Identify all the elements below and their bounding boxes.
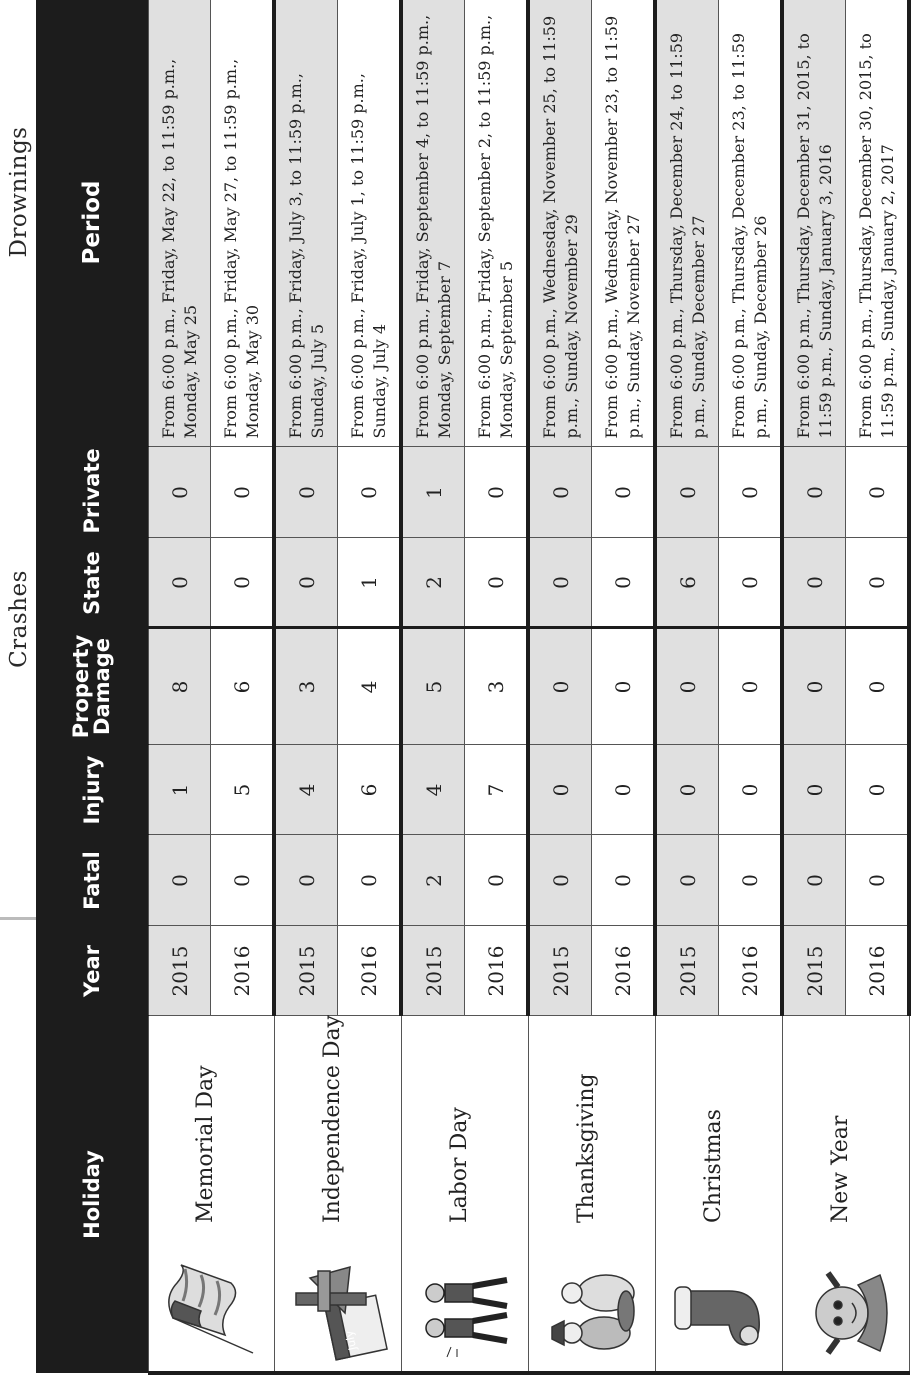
state-cell: 0 xyxy=(465,538,529,628)
private-cell: 0 xyxy=(149,447,211,538)
holiday-cell xyxy=(782,1016,909,1373)
year-column-header: Year xyxy=(36,926,149,1016)
calendar-month-label: July xyxy=(342,1329,359,1352)
fatal-cell: 0 xyxy=(528,835,592,926)
private-column-header: Private xyxy=(36,447,149,538)
table-row xyxy=(655,0,719,1373)
period-cell: From 6:00 p.m., Friday, September 4, to 11:59 p.m., Monday, September 7 xyxy=(401,0,465,447)
private-cell: 0 xyxy=(465,447,529,538)
period-cell: From 6:00 p.m., Thursday, December 23, to 11:59 p.m., Sunday, December 26 xyxy=(719,0,783,447)
year-cell: 2015 xyxy=(274,926,338,1016)
period-cell: From 6:00 p.m., Wednesday, November 23, to 11:59 p.m., Sunday, November 27 xyxy=(592,0,656,447)
injury-cell: 0 xyxy=(592,745,656,835)
holiday-name: Memorial Day xyxy=(193,1065,219,1223)
fatal-cell: 2 xyxy=(401,835,465,926)
pilgrims-icon xyxy=(544,1263,642,1363)
injury-cell: 0 xyxy=(846,745,910,835)
injury-cell: 6 xyxy=(338,745,402,835)
year-cell: 2015 xyxy=(528,926,592,1016)
private-cell: 0 xyxy=(338,447,402,538)
table-row xyxy=(401,0,465,1373)
holiday-cell xyxy=(655,1016,782,1373)
period-cell: From 6:00 p.m., Thursday, December 24, to 11:59 p.m., Sunday, December 27 xyxy=(655,0,719,447)
fatal-cell: 0 xyxy=(782,835,846,926)
property-damage-cell: 3 xyxy=(465,628,529,745)
fatal-column-header: Fatal xyxy=(36,835,149,926)
injury-cell: 0 xyxy=(782,745,846,835)
injury-cell: 0 xyxy=(655,745,719,835)
year-cell: 2016 xyxy=(846,926,910,1016)
injury-cell: 4 xyxy=(401,745,465,835)
property-damage-cell: 8 xyxy=(149,628,211,745)
private-cell: 1 xyxy=(401,447,465,538)
state-cell: 0 xyxy=(274,538,338,628)
state-cell: 0 xyxy=(846,538,910,628)
private-cell: 0 xyxy=(655,447,719,538)
injury-column-header: Injury xyxy=(36,745,149,835)
private-cell: 0 xyxy=(592,447,656,538)
injury-cell: 1 xyxy=(149,745,211,835)
injury-cell: 0 xyxy=(719,745,783,835)
holiday-cell xyxy=(274,1016,401,1373)
period-cell: From 6:00 p.m., Friday, September 2, to 11:59 p.m., Monday, September 5 xyxy=(465,0,529,447)
year-cell: 2015 xyxy=(401,926,465,1016)
holiday-statistics-table xyxy=(36,0,911,1375)
injury-cell: 0 xyxy=(528,745,592,835)
year-cell: 2016 xyxy=(465,926,529,1016)
injury-cell: 5 xyxy=(211,745,275,835)
state-cell: 0 xyxy=(592,538,656,628)
property-damage-cell: 3 xyxy=(274,628,338,745)
fatal-cell: 0 xyxy=(149,835,211,926)
year-cell: 2015 xyxy=(149,926,211,1016)
workers-icon xyxy=(417,1263,515,1363)
state-cell: 0 xyxy=(719,538,783,628)
property-damage-cell: 0 xyxy=(846,628,910,745)
holiday-name: Christmas xyxy=(700,1109,726,1223)
holiday-cell xyxy=(528,1016,655,1373)
baby-new-year-icon xyxy=(798,1263,896,1363)
property-damage-cell: 0 xyxy=(655,628,719,745)
crashes-group-label: Crashes xyxy=(6,570,32,668)
state-cell: 1 xyxy=(338,538,402,628)
fatal-cell: 0 xyxy=(211,835,275,926)
private-cell: 0 xyxy=(211,447,275,538)
table-header-row xyxy=(36,0,149,1373)
property-damage-cell: 0 xyxy=(782,628,846,745)
fatal-cell: 0 xyxy=(846,835,910,926)
holiday-name: New Year xyxy=(827,1115,853,1223)
calendar-icon xyxy=(290,1263,388,1363)
fatal-cell: 0 xyxy=(465,835,529,926)
table-body xyxy=(149,0,910,1373)
injury-cell: 4 xyxy=(274,745,338,835)
year-cell: 2016 xyxy=(719,926,783,1016)
period-cell: From 6:00 p.m., Friday, July 3, to 11:59 p.m., Sunday, July 5 xyxy=(274,0,338,447)
state-column-header: State xyxy=(36,538,149,628)
table-row xyxy=(782,0,846,1373)
private-cell: 0 xyxy=(782,447,846,538)
year-cell: 2016 xyxy=(338,926,402,1016)
column-group-headers xyxy=(0,0,36,1375)
fatal-cell: 0 xyxy=(338,835,402,926)
private-cell: 0 xyxy=(528,447,592,538)
year-cell: 2015 xyxy=(782,926,846,1016)
state-cell: 2 xyxy=(401,538,465,628)
stocking-icon xyxy=(671,1263,769,1363)
period-column-header: Period xyxy=(36,0,149,447)
property-damage-cell: 0 xyxy=(528,628,592,745)
holiday-name: Independence Day xyxy=(319,1014,345,1223)
holiday-cell xyxy=(401,1016,528,1373)
state-cell: 0 xyxy=(149,538,211,628)
state-cell: 0 xyxy=(528,538,592,628)
table-row xyxy=(528,0,592,1373)
year-cell: 2015 xyxy=(655,926,719,1016)
period-cell: From 6:00 p.m., Friday, July 1, to 11:59 p.m., Sunday, July 4 xyxy=(338,0,402,447)
period-cell: From 6:00 p.m., Thursday, December 31, 2015, to 11:59 p.m., Sunday, January 3, 2016 xyxy=(782,0,846,447)
property-damage-cell: 4 xyxy=(338,628,402,745)
property-damage-cell: 0 xyxy=(592,628,656,745)
fatal-cell: 0 xyxy=(592,835,656,926)
property-damage-column-header: Property Damage xyxy=(36,628,149,745)
drownings-group-label: Drownings xyxy=(6,126,32,258)
fatal-cell: 0 xyxy=(719,835,783,926)
period-cell: From 6:00 p.m., Friday, May 22, to 11:59 p.m., Monday, May 25 xyxy=(149,0,211,447)
holiday-column-header: Holiday xyxy=(36,1016,149,1373)
flag-icon xyxy=(163,1263,261,1363)
private-cell: 0 xyxy=(274,447,338,538)
period-cell: From 6:00 p.m., Wednesday, November 25, to 11:59 p.m., Sunday, November 29 xyxy=(528,0,592,447)
property-damage-cell: 5 xyxy=(401,628,465,745)
private-cell: 0 xyxy=(719,447,783,538)
year-cell: 2016 xyxy=(592,926,656,1016)
period-cell: From 6:00 p.m., Friday, May 27, to 11:59 p.m., Monday, May 30 xyxy=(211,0,275,447)
injury-cell: 7 xyxy=(465,745,529,835)
group-divider xyxy=(0,917,36,920)
table-row xyxy=(149,0,211,1373)
state-cell: 0 xyxy=(211,538,275,628)
period-cell: From 6:00 p.m., Thursday, December 30, 2015, to 11:59 p.m., Sunday, January 2, 2017 xyxy=(846,0,910,447)
state-cell: 0 xyxy=(782,538,846,628)
fatal-cell: 0 xyxy=(274,835,338,926)
fatal-cell: 0 xyxy=(655,835,719,926)
state-cell: 6 xyxy=(655,538,719,628)
table-row xyxy=(274,0,338,1373)
year-cell: 2016 xyxy=(211,926,275,1016)
private-cell: 0 xyxy=(846,447,910,538)
holiday-name: Thanksgiving xyxy=(573,1073,599,1223)
property-damage-cell: 6 xyxy=(211,628,275,745)
property-damage-cell: 0 xyxy=(719,628,783,745)
holiday-name: Labor Day xyxy=(446,1107,472,1223)
holiday-cell xyxy=(149,1016,275,1373)
